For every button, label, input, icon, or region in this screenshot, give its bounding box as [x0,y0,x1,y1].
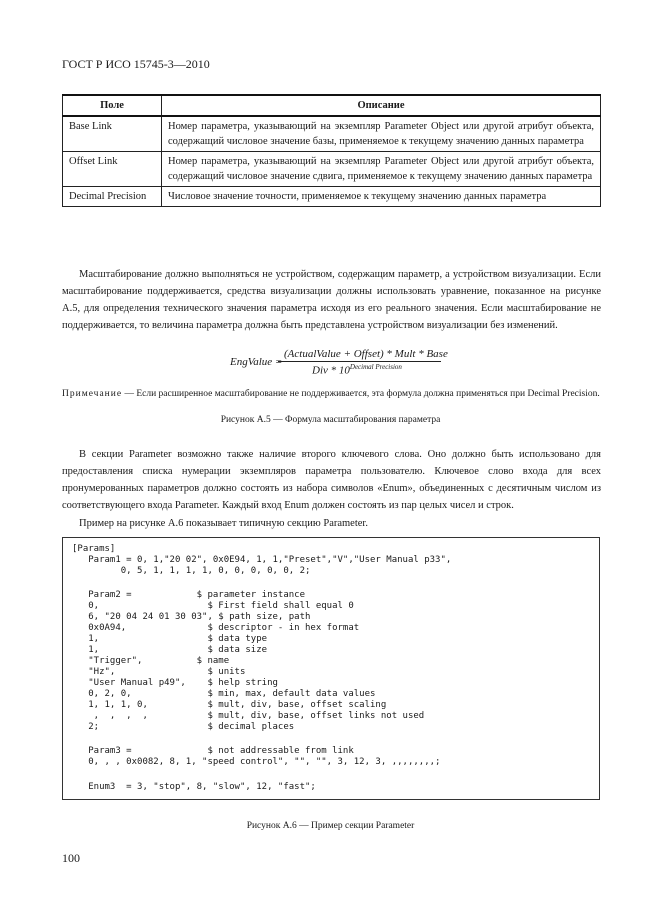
code-line: 0x0A94, $ descriptor - in hex format [72,623,360,633]
paragraph-scaling: Масштабирование должно выполняться не устройством, содержащим параметр, а устройством визуализации. Если масштабирование поддерживается, средства визуализации должны использовать уравнение, показанное на рисунке А.5, для определения технического значения параметра исходя из его реального значения. Если масштабирование не поддерживается, то величина параметра должна быть представлена устройством визуализации без изменений. [62,269,601,331]
scaling-formula [230,346,460,380]
code-line: Param3 = $ not addressable from link [72,746,354,756]
table-header-row [63,95,601,116]
field-description: Номер параметра, указывающий на экземпляр Parameter Object или другой атрибут объекта, содержащий числовое значение сдвига, применяемое к текущему значению данных параметра [162,152,601,187]
code-line: 0, $ First field shall equal 0 [72,601,354,611]
paragraph-enum: В секции Parameter возможно также наличие второго ключевого слова. Оно должно быть использовано для предоставления списка нумерации экземпляров параметра пользователю. Ключевое слово входа для всех пронумерованных параметров должно состоять из набора символов «Enum», объединенных с десятичным числом из соответствующего входа Parameter. Каждый вход Enum должен состоять из пар целых чисел и строк. [62,449,601,511]
table-row [63,116,601,152]
field-name: Offset Link [63,152,162,187]
page-number: 100 [62,851,80,865]
code-line: Param1 = 0, 1,"20 02", 0x0E94, 1, 1,"Preset","V","User Manual p33", [72,555,452,565]
note-text: — Если расширенное масштабирование не поддерживается, эта формула должна применяться при Decimal Precision. [122,389,600,399]
formula-denominator: Div * 10 [312,364,350,377]
code-line: "Trigger", $ name [72,656,230,666]
formula-numerator: (ActualValue + Offset) * Mult * Base [284,348,448,360]
code-line: Enum3 = 3, "stop", 8, "slow", 12, "fast"; [72,782,316,792]
code-line: 1, 1, 1, 0, $ mult, div, base, offset scaling [72,700,387,710]
column-header-field: Поле [63,95,162,116]
formula-lhs: EngValue = [230,356,283,368]
field-name: Decimal Precision [63,187,162,207]
code-line: "User Manual p49", $ help string [72,678,278,688]
page-header: ГОСТ Р ИСО 15745-3—2010 [62,57,210,71]
code-line: 2; $ decimal places [72,722,295,732]
code-line: 1, $ data type [72,634,268,644]
field-name: Base Link [63,116,162,152]
code-line: "Hz", $ units [72,667,246,677]
formula-denominator-wrap [312,363,402,377]
figure-caption-a5: Рисунок А.5 — Формула масштабирования параметра [220,415,441,425]
column-header-description: Описание [162,95,601,116]
field-description: Числовое значение точности, применяемое к текущему значению данных параметра [162,187,601,207]
code-line: , , , , $ mult, div, base, offset links not used [72,711,425,721]
code-line: 0, 2, 0, $ min, max, default data values [72,689,376,699]
note-label: Примечание [62,389,123,399]
code-line: 6, "20 04 24 01 30 03", $ path size, path [72,612,311,622]
fields-table [62,94,601,207]
code-line: [Params] [72,544,116,554]
formula-exponent: Decimal Precision [349,363,402,371]
fraction-bar [278,361,441,362]
code-line: 0, 5, 1, 1, 1, 1, 0, 0, 0, 0, 0, 2; [72,566,311,576]
code-example-box [62,537,600,800]
field-description: Номер параметра, указывающий на экземпляр Parameter Object или другой атрибут объекта, содержащий числовое значение базы, применяемое к текущему значению данных параметра [162,116,601,152]
code-line: 0, , , 0x0082, 8, 1, "speed control", "", "", 3, 12, 3, ,,,,,,,,; [72,757,441,767]
note [62,386,601,402]
table-row [63,152,601,187]
code-line: Param2 = $ parameter instance [72,590,305,600]
code-line: 1, $ data size [72,645,268,655]
paragraph-example: Пример на рисунке А.6 показывает типичную секцию Parameter. [79,518,368,529]
figure-caption-a6: Рисунок А.6 — Пример секции Parameter [246,821,415,831]
table-row [63,187,601,207]
